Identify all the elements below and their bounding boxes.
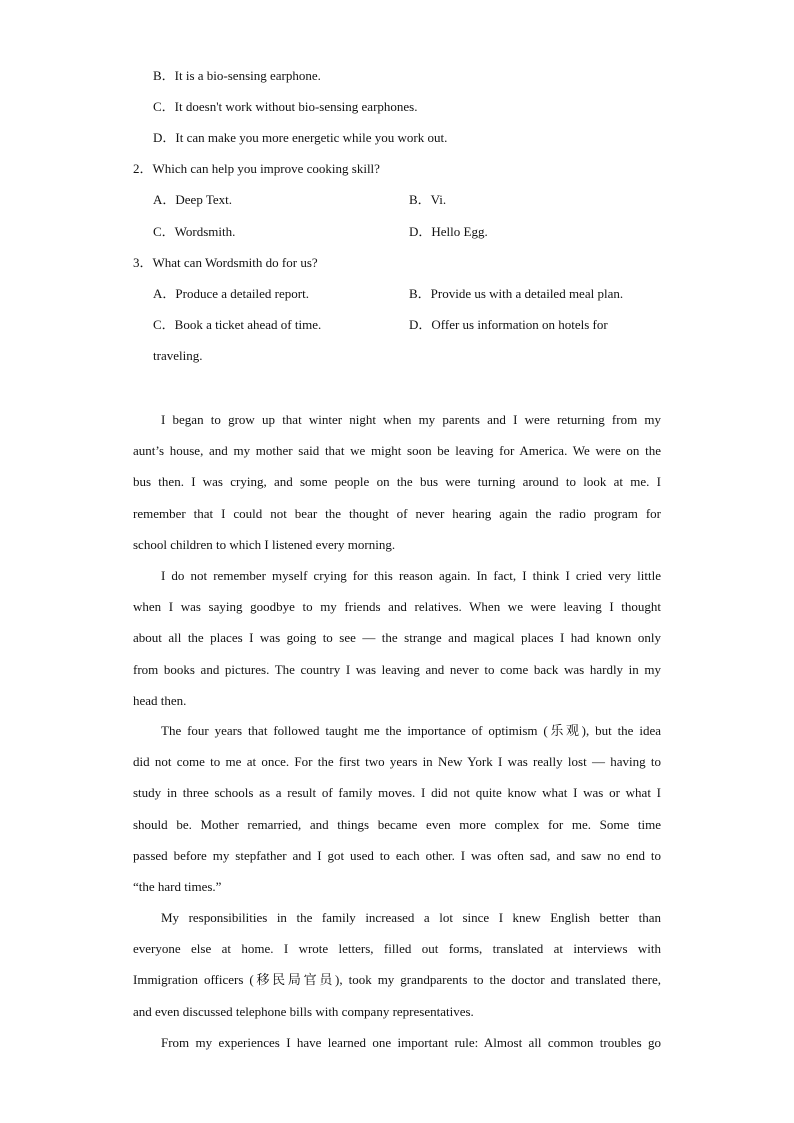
- q2-option-a: A．Deep Text.: [153, 192, 232, 207]
- paragraph-line: “the hard times.”: [133, 878, 222, 894]
- q3-option-c: C．Book a ticket ahead of time.: [153, 317, 322, 332]
- paragraph-line: I do not remember myself crying for this reason again. In fact, I think I cried very little: [161, 568, 661, 583]
- q3-option-b: B．Provide us with a detailed meal plan.: [409, 286, 624, 301]
- paragraph-line: The four years that followed taught me the importance of optimism (乐观), but the idea: [161, 723, 661, 738]
- paragraph-line: My responsibilities in the family increased a lot since I knew English better than: [161, 910, 661, 925]
- q2-stem: 2．Which can help you improve cooking skill?: [133, 161, 380, 176]
- paragraph-line: should be. Mother remarried, and things became even more complex for me. Some time: [133, 816, 661, 832]
- passage-paragraph-2: [133, 560, 661, 716]
- passage-paragraph-1: [133, 404, 661, 560]
- q1-option-b: B．It is a bio-sensing earphone.: [153, 68, 321, 83]
- paragraph-line: I began to grow up that winter night when my parents and I were returning from my: [161, 412, 661, 427]
- q3-option-d-continued: traveling.: [153, 348, 203, 363]
- paragraph-line: everyone else at home. I wrote letters, filled out forms, translated at interviews with: [133, 941, 661, 957]
- paragraph-line: from books and pictures. The country I was leaving and never to come back was hardly in my: [133, 661, 661, 677]
- paragraph-line: when I was saying goodbye to my friends and relatives. When we were leaving I thought: [133, 599, 661, 615]
- q3-option-d: D．Offer us information on hotels for: [409, 317, 608, 332]
- paragraph-line: remember that I could not bear the thought of never hearing again the radio program for: [133, 505, 661, 521]
- q1-option-d: D．It can make you more energetic while you work out.: [153, 130, 448, 145]
- passage-paragraph-3: [133, 715, 661, 902]
- q3-option-a: A．Produce a detailed report.: [153, 286, 309, 301]
- paragraph-line: study in three schools as a result of family moves. I did not quite know what I was or what I: [133, 785, 661, 801]
- paragraph-line: and even discussed telephone bills with company representatives.: [133, 1003, 474, 1019]
- q1-option-c: C．It doesn't work without bio-sensing earphones.: [153, 99, 418, 114]
- q3-stem: 3．What can Wordsmith do for us?: [133, 255, 318, 270]
- paragraph-line: head then.: [133, 692, 187, 708]
- q2-option-b: B．Vi.: [409, 192, 447, 207]
- paragraph-line: passed before my stepfather and I got used to each other. I was often sad, and saw no end to: [133, 847, 661, 863]
- paragraph-line: bus then. I was crying, and some people on the bus were turning around to look at me. I: [133, 474, 661, 490]
- paragraph-line: about all the places I was going to see — the strange and magical places I had known only: [133, 630, 661, 646]
- paragraph-line: aunt’s house, and my mother said that we might soon be leaving for America. We were on the: [133, 443, 661, 459]
- passage-paragraph-5: [133, 1027, 661, 1058]
- paragraph-line: did not come to me at once. For the first two years in New York I was really lost — having to: [133, 754, 661, 770]
- paragraph-line: Immigration officers (移民局官员), took my grandparents to the doctor and translated there,: [133, 972, 661, 988]
- q2-option-d: D．Hello Egg.: [409, 224, 488, 239]
- q2-option-c: C．Wordsmith.: [153, 224, 236, 239]
- paragraph-line: school children to which I listened every morning.: [133, 536, 396, 552]
- passage-paragraph-4: [133, 902, 661, 1027]
- paragraph-line: From my experiences I have learned one important rule: Almost all common troubles go: [161, 1035, 661, 1050]
